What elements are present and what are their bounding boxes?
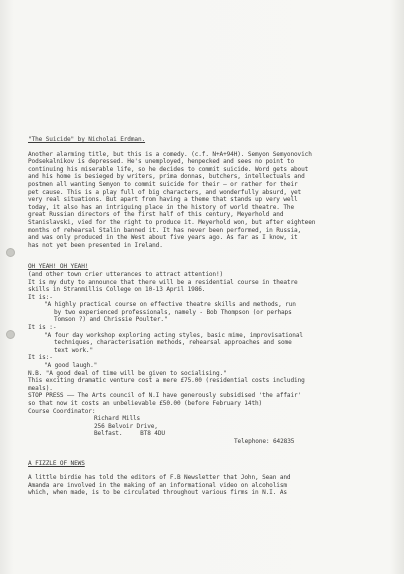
text-line: N.B. "A good deal of time will be given to socialising." (28, 369, 227, 377)
text-line: "A four day workshop exploring acting styles, basic mime, improvisational (44, 331, 303, 339)
text-line: Tomson ?) and Chrissie Poulter." (54, 316, 168, 324)
text-line: It is:- (28, 354, 53, 362)
section-paragraph (28, 151, 390, 250)
coordinator-street: 256 Belvoir Drive, (94, 422, 158, 430)
text-line: continuing his miserable life, so he decides to commit suicide. Word gets about (28, 165, 309, 173)
text-line: Stanislavski, vied for the right to produce it. Meyerhold won, but after eighteen (28, 218, 316, 226)
text-line: Another alarming title, but this is a comedy. (c.f. N+A+94H). Semyon Semyonovich (28, 150, 312, 158)
text-line: great Russian directors of the first half of this century, Meyerhold and (28, 211, 284, 219)
coordinator-name: Richard Mills (94, 415, 141, 423)
text-line: (and other town crier utterances to attract attention!) (28, 270, 224, 278)
text-line: It is:- (28, 293, 53, 301)
document-body (28, 136, 390, 497)
text-line: which, when made, is to be circulated throughout various firms in N.I. As (28, 489, 287, 497)
text-line: Podsekalnikov is depressed. He's unemployed, henpecked and sees no point to (28, 158, 295, 166)
text-line: by two experienced professionals, namely - Bob Thompson (or perhaps (54, 308, 292, 316)
text-line: very real situations. But apart from having a theme that stands up very well (28, 196, 298, 204)
text-line: postmen all wanting Semyon to commit suicide for their — or rather for their (28, 180, 298, 188)
text-line: techniques, characterisation methods, rehearsal approaches and some (54, 339, 292, 347)
text-line: Course Coordinator: (28, 407, 96, 415)
coordinator-telephone: Telephone: 642835 (234, 437, 295, 445)
text-line: "A highly practical course on effective theatre skills and methods, run (44, 301, 296, 309)
punch-hole (6, 330, 15, 339)
text-line: STOP PRESS —— The Arts council of N.I have generously subsidised 'the affair' (28, 392, 302, 400)
text-line: skills in Stranmillis College on 10-13 April 1986. (28, 286, 206, 294)
punch-hole (6, 248, 15, 257)
text-line: "A good laugh." (44, 362, 98, 370)
text-line: A little birdie has told the editors of F.B Newsletter that John, Sean and (28, 474, 291, 482)
text-line: and was only produced in the West about five years ago. As far as I know, it (28, 234, 298, 242)
text-line: so that now it costs an unbelievable £50.00 (before February 14th) (28, 400, 263, 407)
news-paragraph (28, 474, 390, 497)
text-line: It is my duty to announce that there will be a residential course in theatre (28, 278, 298, 286)
text-line: meals). (28, 384, 53, 392)
text-line: This exciting dramatic venture cost a mere £75.00 (residential costs including (28, 377, 305, 385)
announcement-block (28, 271, 390, 415)
text-line: text work." (54, 346, 94, 354)
text-line: pet cause. This is a play full of big characters, and wonderfully absurd, yet (28, 188, 302, 196)
text-line: months of rehearsal Stalin banned it. It has never been performed, in Russia, (28, 226, 302, 234)
section-title-the-suicide: "The Suicide" by Nicholai Erdman. (28, 136, 146, 143)
section-heading-fizzle-of-news: A FIZZLE OF NEWS (28, 459, 85, 467)
section-heading-oh-yeah: OH YEAH! OH YEAH! (28, 263, 89, 271)
text-line: It is :- (28, 324, 57, 332)
text-line: has not yet been presented in Ireland. (28, 241, 163, 249)
coordinator-city: Belfast. BT8 4DU (94, 430, 165, 438)
text-line: and his home is besieged by writers, prima donnas, butchers, intellectuals and (28, 173, 305, 181)
text-line: Amanda are involved in the making of an informational video on alcoholism (28, 481, 287, 489)
text-line: today, it also has an intriguing place in the history of world theatre. The (28, 203, 295, 211)
